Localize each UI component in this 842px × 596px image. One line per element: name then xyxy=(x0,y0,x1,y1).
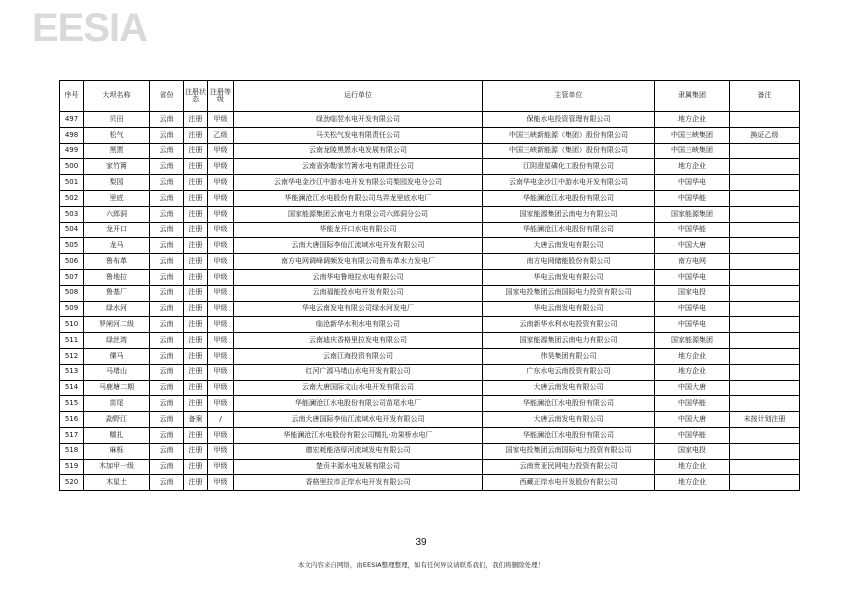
cell-registration-status: 注册 xyxy=(184,269,208,285)
cell-remark xyxy=(730,285,800,301)
cell-remark xyxy=(730,333,800,349)
cell-operator: 华能澜沧江水电股份有限公司糯扎·功果桥水电厂 xyxy=(234,427,483,443)
cell-no: 512 xyxy=(60,348,84,364)
cell-registration-grade: 甲级 xyxy=(208,380,234,396)
disclaimer-footer: 本文内容来自网络，由EESIA整理整理，如有任何异议请联系我们，我们将删除处理！ xyxy=(297,561,545,569)
cell-authority: 华电云南发电有限公司 xyxy=(483,269,655,285)
cell-no: 502 xyxy=(60,190,84,206)
cell-no: 498 xyxy=(60,127,84,143)
cell-authority: 云南华电金沙江中游水电开发有限公司 xyxy=(483,175,655,191)
cell-authority: 江阴澄星磷化工股份有限公司 xyxy=(483,159,655,175)
cell-dam-name: 傈马 xyxy=(84,348,150,364)
cell-province: 云南 xyxy=(150,459,184,475)
cell-registration-status: 注册 xyxy=(184,254,208,270)
cell-no: 513 xyxy=(60,364,84,380)
header-operator: 运行单位 xyxy=(234,81,483,112)
table-row xyxy=(60,443,800,459)
cell-group: 地方企业 xyxy=(655,348,730,364)
cell-no: 504 xyxy=(60,222,84,238)
cell-authority: 保能水电投资管理有限公司 xyxy=(483,112,655,128)
cell-authority: 华能澜沧江水电股份有限公司 xyxy=(483,396,655,412)
cell-dam-name: 贝田 xyxy=(84,112,150,128)
cell-operator: 国家能源集团云南电力有限公司六郎洞分公司 xyxy=(234,206,483,222)
table-row xyxy=(60,364,800,380)
cell-dam-name: 绿丝湾 xyxy=(84,333,150,349)
cell-no: 520 xyxy=(60,475,84,491)
cell-operator: 德宏耗能洛厚河流域发电有限公司 xyxy=(234,443,483,459)
cell-group: 中国大唐 xyxy=(655,238,730,254)
cell-registration-grade: 甲级 xyxy=(208,348,234,364)
cell-authority: 国家电投集团云南国际电力投资有限公司 xyxy=(483,285,655,301)
cell-registration-grade: 甲级 xyxy=(208,175,234,191)
cell-authority: 西藏正岸水电开发股份有限公司 xyxy=(483,475,655,491)
table-row xyxy=(60,317,800,333)
cell-province: 云南 xyxy=(150,143,184,159)
cell-registration-status: 注册 xyxy=(184,364,208,380)
cell-authority: 大唐云南发电有限公司 xyxy=(483,380,655,396)
header-province: 省份 xyxy=(150,81,184,112)
cell-remark xyxy=(730,112,800,128)
cell-province: 云南 xyxy=(150,222,184,238)
cell-registration-grade: 甲级 xyxy=(208,317,234,333)
cell-no: 503 xyxy=(60,206,84,222)
cell-province: 云南 xyxy=(150,475,184,491)
cell-dam-name: 六郎洞 xyxy=(84,206,150,222)
cell-no: 516 xyxy=(60,412,84,428)
cell-dam-name: 黑罴 xyxy=(84,143,150,159)
cell-no: 501 xyxy=(60,175,84,191)
cell-authority: 国家能源集团云南电力有限公司 xyxy=(483,333,655,349)
cell-registration-grade: 甲级 xyxy=(208,301,234,317)
cell-authority: 南方电网储能股份有限公司 xyxy=(483,254,655,270)
table-row xyxy=(60,396,800,412)
cell-group: 中国华能 xyxy=(655,396,730,412)
cell-authority: 华能澜沧江水电股份有限公司 xyxy=(483,222,655,238)
cell-registration-grade: / xyxy=(208,412,234,428)
cell-dam-name: 苗尾 xyxy=(84,396,150,412)
cell-remark xyxy=(730,159,800,175)
cell-province: 云南 xyxy=(150,285,184,301)
cell-province: 云南 xyxy=(150,380,184,396)
cell-province: 云南 xyxy=(150,443,184,459)
cell-group: 国家能源集团 xyxy=(655,206,730,222)
cell-group: 中国三峡集团 xyxy=(655,127,730,143)
cell-registration-status: 注册 xyxy=(184,475,208,491)
cell-authority: 伟昊集团有限公司 xyxy=(483,348,655,364)
cell-operator: 马关松气发电有限责任公司 xyxy=(234,127,483,143)
header-no: 序号 xyxy=(60,81,84,112)
cell-province: 云南 xyxy=(150,333,184,349)
header-registration-grade: 注册等级 xyxy=(208,81,234,112)
table-row xyxy=(60,112,800,128)
table-row xyxy=(60,348,800,364)
cell-registration-status: 注册 xyxy=(184,175,208,191)
table-row xyxy=(60,254,800,270)
cell-no: 506 xyxy=(60,254,84,270)
cell-registration-grade: 甲级 xyxy=(208,475,234,491)
cell-operator: 云南省弥勒家竹箐水电有限责任公司 xyxy=(234,159,483,175)
cell-remark xyxy=(730,459,800,475)
cell-group: 中国华电 xyxy=(655,269,730,285)
cell-group: 国家电投 xyxy=(655,443,730,459)
cell-remark xyxy=(730,380,800,396)
cell-group: 中国华电 xyxy=(655,317,730,333)
cell-operator: 华电云南发电有限公司绿水河发电厂 xyxy=(234,301,483,317)
cell-registration-grade: 甲级 xyxy=(208,206,234,222)
cell-operator: 红河广源马堵山水电开发有限公司 xyxy=(234,364,483,380)
cell-province: 云南 xyxy=(150,112,184,128)
table-row xyxy=(60,190,800,206)
cell-dam-name: 龙开口 xyxy=(84,222,150,238)
cell-registration-status: 注册 xyxy=(184,285,208,301)
cell-registration-grade: 甲级 xyxy=(208,396,234,412)
cell-remark xyxy=(730,175,800,191)
cell-authority: 华电云南发电有限公司 xyxy=(483,301,655,317)
cell-group: 地方企业 xyxy=(655,364,730,380)
cell-operator: 绿劲临翌水电开发有限公司 xyxy=(234,112,483,128)
cell-operator: 云南福能投水电开发有限公司 xyxy=(234,285,483,301)
cell-province: 云南 xyxy=(150,206,184,222)
cell-group: 中国华能 xyxy=(655,222,730,238)
table-row xyxy=(60,175,800,191)
cell-registration-grade: 甲级 xyxy=(208,112,234,128)
table-row xyxy=(60,475,800,491)
table-row xyxy=(60,222,800,238)
cell-operator: 华能澜沧江水电股份有限公司乌弄龙里底水电厂 xyxy=(234,190,483,206)
table-row xyxy=(60,159,800,175)
table-row xyxy=(60,127,800,143)
cell-operator: 临沧新华水利水电有限公司 xyxy=(234,317,483,333)
cell-province: 云南 xyxy=(150,364,184,380)
cell-operator: 楚贡丰源水电发展有限公司 xyxy=(234,459,483,475)
table-row xyxy=(60,285,800,301)
cell-registration-status: 注册 xyxy=(184,112,208,128)
cell-no: 509 xyxy=(60,301,84,317)
cell-no: 515 xyxy=(60,396,84,412)
cell-authority: 华能澜沧江水电股份有限公司 xyxy=(483,190,655,206)
cell-operator: 云南迪庆香格里拉发电有限公司 xyxy=(234,333,483,349)
cell-registration-status: 注册 xyxy=(184,380,208,396)
table-row xyxy=(60,333,800,349)
cell-authority: 大唐云南发电有限公司 xyxy=(483,412,655,428)
cell-operator: 南方电网调峰调频发电有限公司鲁布革水力发电厂 xyxy=(234,254,483,270)
cell-no: 497 xyxy=(60,112,84,128)
cell-group: 地方企业 xyxy=(655,459,730,475)
cell-registration-grade: 乙级 xyxy=(208,127,234,143)
cell-group: 国家能源集团 xyxy=(655,333,730,349)
cell-registration-grade: 甲级 xyxy=(208,222,234,238)
cell-authority: 云南贵亚民网电力投资有限公司 xyxy=(483,459,655,475)
cell-registration-status: 注册 xyxy=(184,348,208,364)
cell-dam-name: 麻栎 xyxy=(84,443,150,459)
cell-registration-grade: 甲级 xyxy=(208,364,234,380)
cell-remark xyxy=(730,364,800,380)
cell-no: 514 xyxy=(60,380,84,396)
cell-registration-grade: 甲级 xyxy=(208,254,234,270)
cell-group: 中国华能 xyxy=(655,190,730,206)
cell-remark xyxy=(730,317,800,333)
cell-authority: 云南新华水利水电投资有限公司 xyxy=(483,317,655,333)
cell-authority: 大唐云南发电有限公司 xyxy=(483,238,655,254)
cell-no: 508 xyxy=(60,285,84,301)
table-row xyxy=(60,412,800,428)
cell-registration-status: 注册 xyxy=(184,317,208,333)
table-row xyxy=(60,301,800,317)
cell-registration-status: 注册 xyxy=(184,459,208,475)
table-row xyxy=(60,206,800,222)
cell-registration-grade: 甲级 xyxy=(208,238,234,254)
cell-province: 云南 xyxy=(150,175,184,191)
header-group: 隶属集团 xyxy=(655,81,730,112)
cell-registration-status: 注册 xyxy=(184,206,208,222)
cell-group: 中国华电 xyxy=(655,175,730,191)
cell-operator: 云南华电鲁地拉水电有限公司 xyxy=(234,269,483,285)
cell-dam-name: 绿水河 xyxy=(84,301,150,317)
cell-dam-name: 龙马 xyxy=(84,238,150,254)
table-row xyxy=(60,269,800,285)
cell-dam-name: 鲁基厂 xyxy=(84,285,150,301)
cell-dam-name: 家竹箐 xyxy=(84,159,150,175)
cell-dam-name: 马堵山 xyxy=(84,364,150,380)
cell-remark xyxy=(730,254,800,270)
cell-remark xyxy=(730,443,800,459)
cell-remark xyxy=(730,190,800,206)
table-row xyxy=(60,380,800,396)
cell-group: 南方电网 xyxy=(655,254,730,270)
cell-province: 云南 xyxy=(150,159,184,175)
cell-remark: 未按计划注册 xyxy=(730,412,800,428)
table-row xyxy=(60,143,800,159)
header-remark: 备注 xyxy=(730,81,800,112)
cell-remark xyxy=(730,206,800,222)
cell-registration-grade: 甲级 xyxy=(208,285,234,301)
cell-no: 517 xyxy=(60,427,84,443)
cell-registration-status: 注册 xyxy=(184,443,208,459)
cell-province: 云南 xyxy=(150,396,184,412)
cell-registration-status: 注册 xyxy=(184,222,208,238)
cell-registration-status: 注册 xyxy=(184,427,208,443)
cell-dam-name: 里底 xyxy=(84,190,150,206)
cell-registration-status: 注册 xyxy=(184,396,208,412)
cell-no: 505 xyxy=(60,238,84,254)
eesia-logo: EESIA xyxy=(32,6,148,50)
page-number: 39 xyxy=(415,537,427,548)
cell-operator: 云南华电金沙江中游水电开发有限公司梨园发电分公司 xyxy=(234,175,483,191)
cell-registration-grade: 甲级 xyxy=(208,459,234,475)
cell-remark xyxy=(730,238,800,254)
cell-registration-status: 注册 xyxy=(184,190,208,206)
cell-group: 中国华电 xyxy=(655,301,730,317)
cell-registration-grade: 甲级 xyxy=(208,333,234,349)
dam-registry-table xyxy=(59,80,800,491)
cell-dam-name: 罗闸河二级 xyxy=(84,317,150,333)
table-row xyxy=(60,427,800,443)
cell-group: 地方企业 xyxy=(655,112,730,128)
cell-operator: 香格里拉市正岸水电开发有限公司 xyxy=(234,475,483,491)
table-header-row xyxy=(60,81,800,112)
cell-registration-status: 注册 xyxy=(184,143,208,159)
cell-registration-status: 备案 xyxy=(184,412,208,428)
cell-no: 519 xyxy=(60,459,84,475)
cell-remark xyxy=(730,301,800,317)
cell-group: 国家电投 xyxy=(655,285,730,301)
cell-registration-grade: 甲级 xyxy=(208,159,234,175)
table-body xyxy=(60,112,800,491)
cell-registration-grade: 甲级 xyxy=(208,269,234,285)
cell-remark xyxy=(730,427,800,443)
cell-province: 云南 xyxy=(150,348,184,364)
cell-registration-status: 注册 xyxy=(184,159,208,175)
cell-no: 507 xyxy=(60,269,84,285)
cell-no: 510 xyxy=(60,317,84,333)
header-dam-name: 大坝名称 xyxy=(84,81,150,112)
cell-remark xyxy=(730,222,800,238)
cell-no: 499 xyxy=(60,143,84,159)
cell-province: 云南 xyxy=(150,301,184,317)
cell-group: 中国大唐 xyxy=(655,380,730,396)
cell-registration-status: 注册 xyxy=(184,127,208,143)
cell-province: 云南 xyxy=(150,254,184,270)
cell-operator: 华能澜沧江水电股份有限公司苗尾水电厂 xyxy=(234,396,483,412)
cell-dam-name: 松气 xyxy=(84,127,150,143)
cell-group: 中国三峡集团 xyxy=(655,143,730,159)
cell-operator: 云南大唐国际李仙江流域水电开发有限公司 xyxy=(234,412,483,428)
cell-operator: 云南江海投资有限公司 xyxy=(234,348,483,364)
cell-operator: 云南龙陵黑罴水电发展有限公司 xyxy=(234,143,483,159)
cell-remark xyxy=(730,348,800,364)
cell-registration-grade: 甲级 xyxy=(208,143,234,159)
cell-registration-status: 注册 xyxy=(184,301,208,317)
cell-province: 云南 xyxy=(150,317,184,333)
cell-group: 地方企业 xyxy=(655,159,730,175)
cell-registration-status: 注册 xyxy=(184,333,208,349)
cell-province: 云南 xyxy=(150,127,184,143)
cell-dam-name: 勐野江 xyxy=(84,412,150,428)
cell-province: 云南 xyxy=(150,190,184,206)
cell-group: 地方企业 xyxy=(655,475,730,491)
cell-remark xyxy=(730,143,800,159)
cell-registration-status: 注册 xyxy=(184,238,208,254)
cell-group: 中国华能 xyxy=(655,427,730,443)
cell-dam-name: 木加甲一级 xyxy=(84,459,150,475)
cell-operator: 华能龙开口水电有限公司 xyxy=(234,222,483,238)
cell-authority: 中国三峡新能源（集团）股份有限公司 xyxy=(483,143,655,159)
cell-authority: 国家能源集团云南电力有限公司 xyxy=(483,206,655,222)
cell-operator: 云南大唐国际李仙江流域水电开发有限公司 xyxy=(234,238,483,254)
cell-registration-grade: 甲级 xyxy=(208,443,234,459)
cell-dam-name: 木星土 xyxy=(84,475,150,491)
cell-authority: 中国三峡新能源（集团）股份有限公司 xyxy=(483,127,655,143)
header-registration-status: 注册状态 xyxy=(184,81,208,112)
table-row xyxy=(60,459,800,475)
cell-group: 中国大唐 xyxy=(655,412,730,428)
cell-remark xyxy=(730,269,800,285)
cell-dam-name: 马鹿塘二期 xyxy=(84,380,150,396)
cell-no: 500 xyxy=(60,159,84,175)
cell-dam-name: 糯扎 xyxy=(84,427,150,443)
table-row xyxy=(60,238,800,254)
cell-remark xyxy=(730,475,800,491)
cell-remark xyxy=(730,396,800,412)
cell-dam-name: 鲁布革 xyxy=(84,254,150,270)
cell-province: 云南 xyxy=(150,412,184,428)
cell-no: 511 xyxy=(60,333,84,349)
cell-authority: 国家电投集团云南国际电力投资有限公司 xyxy=(483,443,655,459)
cell-authority: 广东水电云南投资有限公司 xyxy=(483,364,655,380)
cell-registration-grade: 甲级 xyxy=(208,190,234,206)
cell-authority: 华能澜沧江水电股份有限公司 xyxy=(483,427,655,443)
cell-dam-name: 梨园 xyxy=(84,175,150,191)
cell-no: 518 xyxy=(60,443,84,459)
cell-province: 云南 xyxy=(150,427,184,443)
cell-province: 云南 xyxy=(150,238,184,254)
cell-province: 云南 xyxy=(150,269,184,285)
cell-remark: 换证乙级 xyxy=(730,127,800,143)
cell-operator: 云南大唐国际文山水电开发有限公司 xyxy=(234,380,483,396)
cell-registration-grade: 甲级 xyxy=(208,427,234,443)
header-authority: 主管单位 xyxy=(483,81,655,112)
cell-dam-name: 鲁地拉 xyxy=(84,269,150,285)
